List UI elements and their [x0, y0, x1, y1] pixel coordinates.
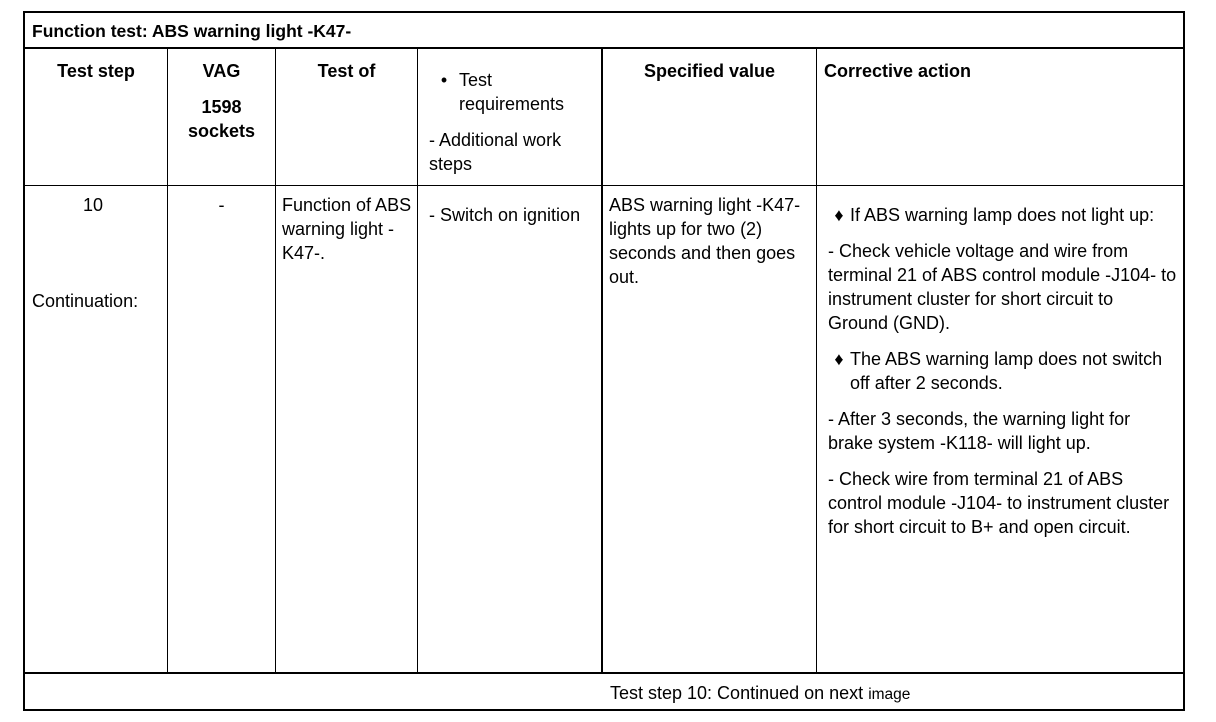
header-specified-value: Specified value — [643, 61, 776, 81]
cell-specified-value: ABS warning light -K47- lights up for two (2) seconds and then goes out. — [609, 195, 801, 287]
header-vag-sockets: 1598 sockets — [187, 97, 256, 141]
header-requirements-bullet: Test requirements — [459, 70, 565, 114]
footer-continued: Test step 10: Continued on next — [610, 683, 864, 703]
table-footer — [25, 673, 1183, 709]
footer-image-word: image — [868, 686, 911, 703]
cell-corrective-action — [828, 203, 1178, 551]
header-vag — [168, 59, 275, 143]
header-test-step: Test step — [57, 61, 135, 81]
header-test-of: Test of — [317, 61, 376, 81]
bullet-icon: • — [440, 70, 448, 90]
diamond-bullet-icon: ♦ — [834, 205, 844, 225]
cell-vag: - — [218, 195, 225, 215]
cell-test-step — [25, 193, 167, 313]
continuation-label: Continuation: — [32, 291, 139, 311]
table-title: Function test: ABS warning light -K47- — [25, 13, 1183, 49]
header-requirements-additional: - Additional work steps — [429, 130, 562, 174]
corrective-bullet-2: The ABS warning lamp does not switch off after 2 seconds. — [850, 349, 1163, 393]
header-corrective-action: Corrective action — [824, 61, 972, 81]
corrective-bullet-1: If ABS warning lamp does not light up: — [850, 205, 1155, 225]
corrective-para-3: - Check wire from terminal 21 of ABS control module -J104- to instrument cluster for short circuit to B+ and open circuit. — [828, 469, 1170, 537]
footer-text — [610, 683, 910, 704]
header-vag-label: VAG — [202, 61, 241, 81]
col-divider-4 — [601, 49, 603, 673]
cell-requirements: - Switch on ignition — [429, 205, 581, 225]
cell-test-of: Function of ABS warning light -K47-. — [282, 195, 412, 263]
col-divider-3 — [417, 49, 418, 673]
corrective-para-2: - After 3 seconds, the warning light for brake system -K118- will light up. — [828, 409, 1131, 453]
header-divider — [25, 185, 1183, 186]
corrective-para-1: - Check vehicle voltage and wire from terminal 21 of ABS control module -J104- to instrument cluster for short circuit to Ground (GND). — [828, 241, 1177, 333]
col-divider-2 — [275, 49, 276, 673]
header-requirements — [429, 68, 599, 176]
diamond-bullet-icon: ♦ — [834, 349, 844, 369]
col-divider-5 — [816, 49, 817, 673]
test-table — [23, 11, 1185, 711]
test-step-number: 10 — [82, 195, 104, 215]
